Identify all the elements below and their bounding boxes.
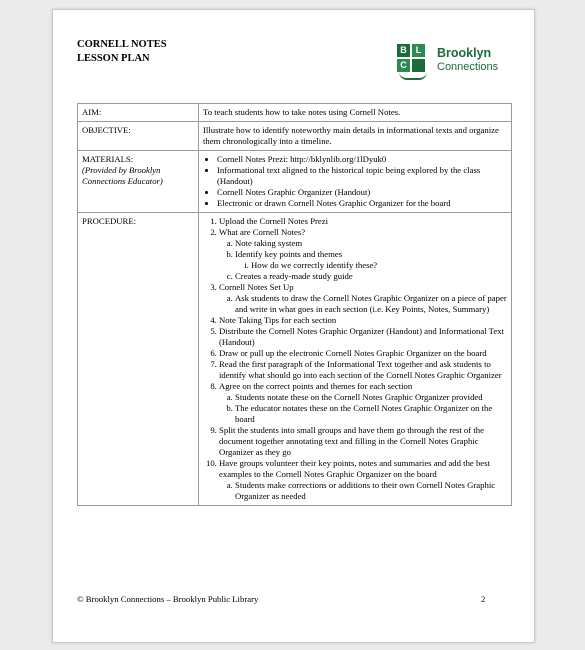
materials-label: MATERIALS:	[82, 154, 134, 164]
procedure-subsubsteps	[235, 260, 507, 271]
materials-item: • Cornell Notes Graphic Organizer (Handout)	[217, 187, 507, 198]
logo-block	[412, 59, 425, 72]
materials-list	[203, 154, 507, 209]
procedure-substep	[235, 249, 507, 271]
procedure-substep	[235, 480, 507, 502]
logo-name-line-1: Brooklyn	[437, 46, 492, 60]
aim-label: AIM:	[78, 104, 199, 122]
procedure-row	[78, 213, 512, 506]
procedure-step	[219, 381, 507, 425]
title-line-1: CORNELL NOTES	[77, 39, 167, 50]
substep-text: Students make corrections or additions to their own Cornell Notes Graphic Organizer as needed	[235, 480, 496, 501]
procedure-substep	[235, 271, 507, 282]
procedure-substep	[235, 392, 507, 403]
procedure-substep	[235, 238, 507, 249]
procedure-substeps	[219, 480, 507, 502]
procedure-step	[219, 282, 507, 315]
step-text: Note Taking Tips for each section	[219, 315, 337, 325]
objective-label: OBJECTIVE:	[78, 122, 199, 151]
materials-label-cell	[78, 151, 199, 213]
logo-letter-b: B	[397, 44, 410, 57]
procedure-step	[219, 425, 507, 458]
procedure-step	[219, 227, 507, 282]
step-text: Cornell Notes Set Up	[219, 282, 294, 292]
subsubstep-text: How do we correctly identify these?	[251, 260, 378, 270]
objective-row	[78, 122, 512, 151]
procedure-substep	[235, 293, 507, 315]
substep-text: Note taking system	[235, 238, 303, 248]
substep-text: Ask students to draw the Cornell Notes Graphic Organizer on a piece of paper and write in what goes in each section (i.e. Key Points, Notes, Summary)	[235, 293, 507, 314]
title-line-2: LESSON PLAN	[77, 52, 150, 64]
step-text: Have groups volunteer their key points, notes and summaries and add the best examples to the Cornell Notes Graphic Organizer on the board	[219, 458, 490, 479]
step-text: Distribute the Cornell Notes Graphic Organizer (Handout) and Informational Text (Handout)	[219, 326, 504, 347]
objective-text: Illustrate how to identify noteworthy main details in informational texts and organize them chronologically into a timeline.	[199, 122, 512, 151]
procedure-step	[219, 458, 507, 502]
step-text: Draw or pull up the electronic Cornell Notes Graphic Organizer on the board	[219, 348, 487, 358]
materials-item: • Cornell Notes Prezi: http://bklynlib.org/1lDyuk0	[217, 154, 507, 165]
procedure-substeps	[219, 392, 507, 425]
step-text: Agree on the correct points and themes for each section	[219, 381, 413, 391]
step-text: Split the students into small groups and have them go through the rest of the document together annotating text and filling in the Cornell Notes Graphic Organizer as they go	[219, 425, 484, 457]
procedure-step	[219, 359, 507, 381]
procedure-step	[219, 348, 507, 359]
procedure-steps	[203, 216, 507, 502]
substep-text: The educator notates these on the Cornell Notes Graphic Organizer on the board	[235, 403, 493, 424]
logo-badge-icon	[397, 44, 429, 78]
logo-letter-c: C	[397, 59, 410, 72]
aim-text: To teach students how to take notes using Cornell Notes.	[199, 104, 512, 122]
substep-text: Students notate these on the Cornell Notes Graphic Organizer provided	[235, 392, 483, 402]
page-number: 2	[481, 594, 486, 604]
document-page	[52, 9, 535, 643]
materials-item: • Electronic or drawn Cornell Notes Graphic Organizer for the board	[217, 198, 507, 209]
procedure-step	[219, 326, 507, 348]
procedure-step	[219, 315, 507, 326]
logo-letter-l: L	[412, 44, 425, 57]
materials-note-line-1: (Provided by Brooklyn	[82, 165, 161, 175]
step-text: What are Cornell Notes?	[219, 227, 306, 237]
lesson-plan-table	[77, 103, 512, 506]
materials-note-line-2: Connections Educator)	[82, 176, 163, 186]
materials-list-cell	[199, 151, 512, 213]
step-text: Read the first paragraph of the Informational Text together and ask students to identify what should go into each section of the Cornell Notes Graphic Organizer	[219, 359, 502, 380]
procedure-subsubstep	[251, 260, 507, 271]
procedure-substeps	[219, 238, 507, 282]
step-text: Upload the Cornell Notes Prezi	[219, 216, 329, 226]
footer-copyright: © Brooklyn Connections – Brooklyn Public Library	[77, 594, 259, 604]
materials-item: • Informational text aligned to the historical topic being explored by the class (Handout)	[217, 165, 507, 187]
procedure-substeps	[219, 293, 507, 315]
procedure-step	[219, 216, 507, 227]
procedure-list-cell	[199, 213, 512, 506]
document-title	[77, 38, 167, 65]
logo-name-line-2: Connections	[437, 61, 499, 73]
aim-row	[78, 104, 512, 122]
substep-text: Creates a ready-made study guide	[235, 271, 353, 281]
substep-text: Identify key points and themes	[235, 249, 343, 259]
procedure-substep	[235, 403, 507, 425]
logo-wreath	[399, 72, 427, 80]
brooklyn-connections-logo	[397, 40, 512, 86]
materials-row	[78, 151, 512, 213]
procedure-label: PROCEDURE:	[78, 213, 199, 506]
